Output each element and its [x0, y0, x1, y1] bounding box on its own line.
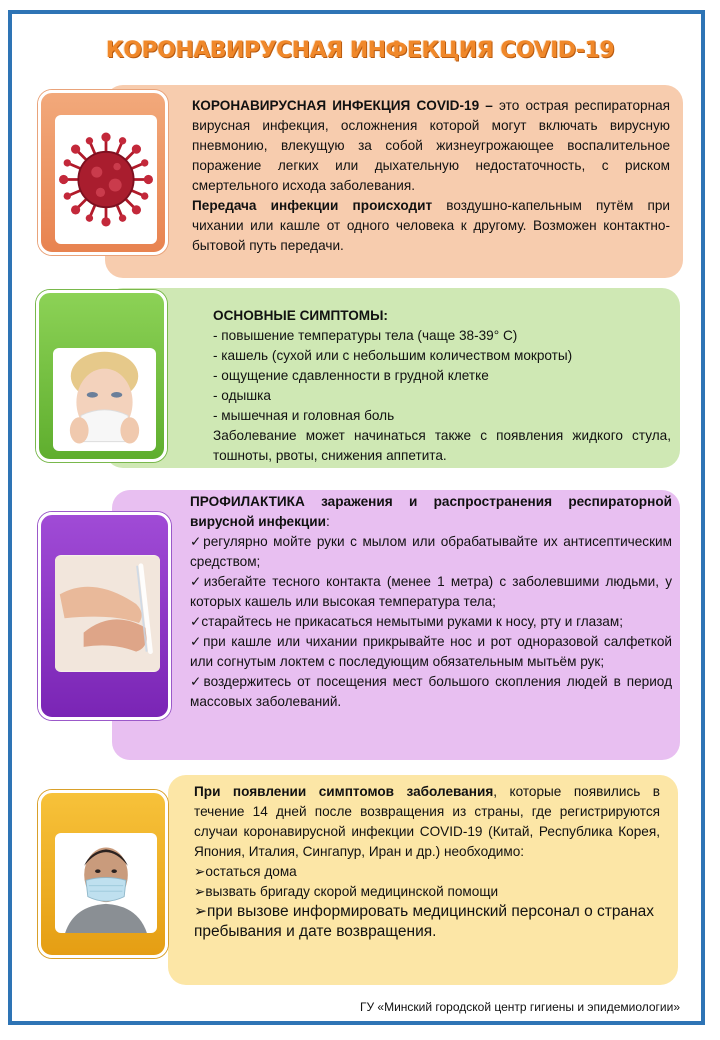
- prevention-item: ✓регулярно мойте руки с мылом или обрабатывайте их антисептическим средством;: [190, 534, 672, 569]
- masked-man-image: [38, 790, 168, 958]
- virus-image: [38, 90, 168, 255]
- prevention-item: ✓старайтесь не прикасаться немытыми руками к носу, рту и глазам;: [190, 614, 623, 629]
- prevention-item: ✓избегайте тесного контакта (менее 1 метра) с заболевшими людьми, у которых кашель или высокая температура тела;: [190, 574, 672, 609]
- prevention-item: ✓при кашле или чихании прикрывайте нос и рот одноразовой салфеткой или согнутым локтем с последующим обязательным мытьём рук;: [190, 634, 672, 669]
- action-item-emphasis: информировать медицинский персонал о странах пребывания и дате возвращения.: [194, 903, 655, 940]
- transmission-heading: Передача инфекции происходит: [192, 198, 433, 213]
- prevention-text: [190, 492, 672, 712]
- symptoms-text: [213, 306, 671, 466]
- prevention-heading: ПРОФИЛАКТИКА заражения и распространения респираторной вирусной инфекции: [190, 494, 672, 529]
- definition-heading: КОРОНАВИРУСНАЯ ИНФЕКЦИЯ COVID-19 –: [192, 98, 493, 113]
- actions-heading: При появлении симптомов заболевания: [194, 784, 494, 799]
- definition-body: это острая респираторная вирусная инфекция, осложнения которой могут включать вирусную пневмонию, влекущую за собой жизнеугрожающее воспалительное поражение легких или дыхательную недостаточность, с риском смертельного исхода заболевания.: [192, 98, 670, 193]
- symptom-item: - повышение температуры тела (чаще 38-39° С): [213, 328, 518, 343]
- prevention-item: ✓воздержитесь от посещения мест большого скопления людей в период массовых заболеваний.: [190, 674, 672, 709]
- actions-body: , которые появились в течение 14 дней после возвращения из страны, где регистрируются случаи коронавирусной инфекции COVID-19 (Китай, Республика Корея, Япония, Италия, Сингапур, Иран и др.) необходимо:: [194, 784, 660, 859]
- action-item: ➢остаться дома: [194, 864, 297, 879]
- definition-text: [192, 96, 670, 256]
- mask-icon: [55, 833, 157, 933]
- virus-icon: [55, 115, 157, 244]
- actions-text: [194, 782, 660, 942]
- sneezing-woman-image: [36, 290, 167, 462]
- symptoms-heading: ОСНОВНЫЕ СИМПТОМЫ:: [213, 308, 388, 323]
- symptom-item: - кашель (сухой или с небольшим количеством мокроты): [213, 348, 573, 363]
- action-item-prefix: ➢при вызове: [194, 903, 293, 920]
- handwashing-image: [38, 512, 171, 720]
- symptom-item: - ощущение сдавленности в грудной клетке: [213, 368, 489, 383]
- prevention-heading-tail: :: [325, 514, 330, 529]
- sneeze-icon: [53, 348, 156, 451]
- symptoms-note: Заболевание может начинаться также с появления жидкого стула, тошноты, рвоты, снижения аппетита.: [213, 428, 671, 463]
- action-item: ➢вызвать бригаду скорой медицинской помощи: [194, 884, 499, 899]
- hands-icon: [55, 555, 160, 672]
- footer-source: ГУ «Минский городской центр гигиены и эпидемиологии»: [359, 1000, 680, 1014]
- symptom-item: - мышечная и головная боль: [213, 408, 395, 423]
- symptom-item: - одышка: [213, 388, 271, 403]
- transmission-body: воздушно-капельным путём при чихании или кашле от одного человека к другому. Возможен контактно-бытовой путь передачи.: [192, 198, 671, 253]
- poster-title: КОРОНАВИРУСНАЯ ИНФЕКЦИЯ COVID-19: [105, 38, 615, 63]
